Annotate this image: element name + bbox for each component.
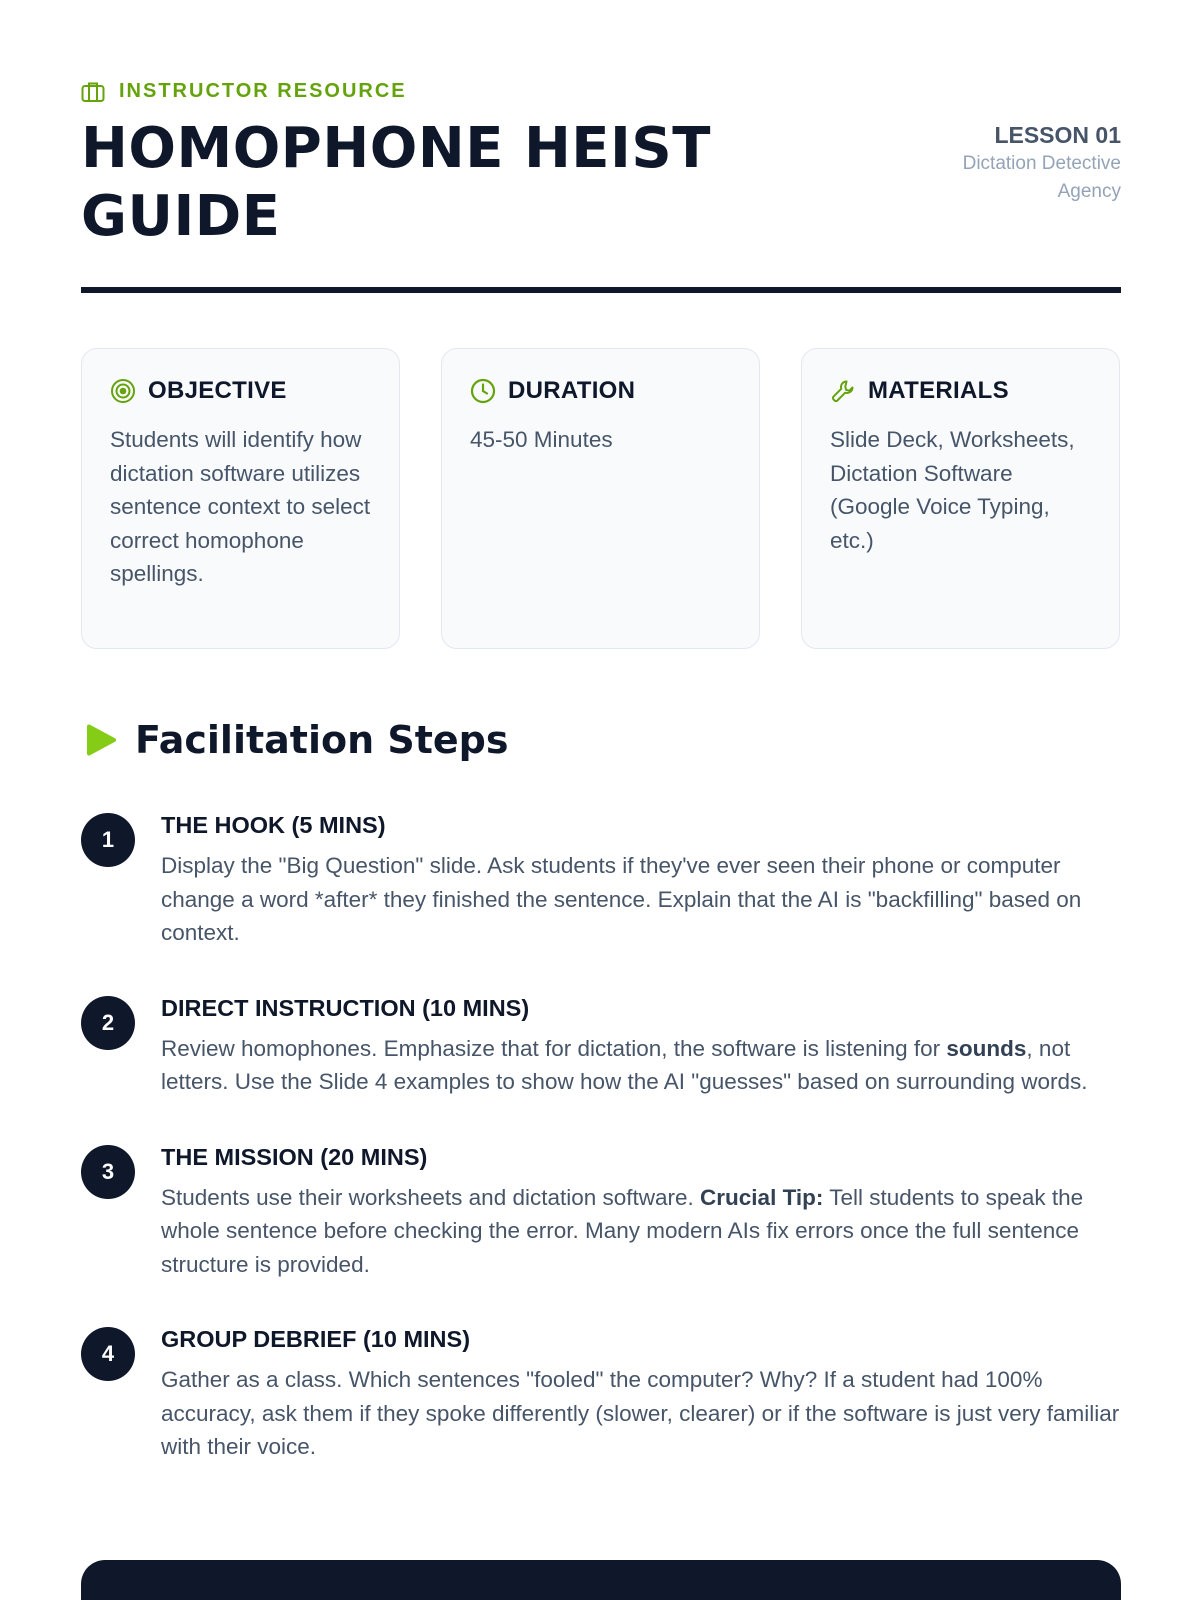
step-number-badge: 1 — [81, 813, 135, 867]
step-title: DIRECT INSTRUCTION (10 MINS) — [161, 994, 530, 1021]
card-body: 45-50 Minutes — [470, 427, 613, 452]
step-item — [81, 1142, 1121, 1282]
card-header — [110, 377, 373, 405]
card-header — [830, 377, 1093, 405]
lesson-meta — [901, 120, 1121, 206]
section-title: Facilitation Steps — [135, 718, 509, 762]
info-cards — [81, 348, 1121, 649]
card-body: Slide Deck, Worksheets, Dictation Software (Google Voice Typing, etc.) — [830, 427, 1075, 553]
agency-line-1: Dictation Detective — [962, 153, 1121, 174]
clock-icon — [470, 378, 496, 404]
section-heading — [83, 718, 509, 762]
step-text: Review homophones. Emphasize that for dictation, the software is listening for — [161, 1035, 947, 1061]
lesson-guide-page — [81, 0, 1121, 1600]
lesson-number: LESSON 01 — [994, 122, 1121, 148]
card-title: OBJECTIVE — [148, 377, 287, 404]
title-line-1: HOMOPHONE HEIST — [81, 116, 711, 181]
step-emphasis: sounds — [946, 1035, 1027, 1061]
header-divider — [81, 287, 1121, 293]
agency-name — [901, 150, 1121, 206]
step-item — [81, 810, 1121, 950]
title-line-2: GUIDE — [81, 184, 281, 249]
facilitation-steps — [81, 810, 1121, 1507]
step-emphasis: Crucial Tip: — [700, 1184, 824, 1210]
card-title: DURATION — [508, 377, 636, 404]
card-header — [470, 377, 733, 405]
card-body: Students will identify how dictation software utilizes sentence context to select correct homophone spellings. — [110, 427, 371, 586]
step-number-badge: 4 — [81, 1327, 135, 1381]
briefcase-icon — [81, 81, 105, 103]
step-description: Gather as a class. Which sentences "fooled" the computer? Why? If a student had 100% accuracy, ask them if they spoke differently (slower, clearer) or if the software is just very familiar with their voice. — [161, 1367, 1120, 1459]
card-title: MATERIALS — [868, 377, 1009, 404]
step-title: GROUP DEBRIEF (10 MINS) — [161, 1326, 471, 1352]
objective-card — [81, 348, 400, 649]
play-icon — [83, 722, 119, 758]
step-number-badge: 3 — [81, 1145, 135, 1199]
footer-banner — [81, 1560, 1121, 1600]
step-number-badge: 2 — [81, 996, 135, 1050]
duration-card — [441, 348, 760, 649]
step-title: THE HOOK (5 MINS) — [161, 812, 386, 838]
eyebrow-label: INSTRUCTOR RESOURCE — [119, 80, 407, 102]
target-icon — [110, 378, 136, 404]
page-title — [81, 115, 801, 251]
materials-card — [801, 348, 1120, 649]
step-description — [161, 1181, 1121, 1282]
agency-line-2: Agency — [1057, 181, 1121, 202]
step-item — [81, 993, 1121, 1099]
step-text: Students use their worksheets and dictation software. — [161, 1184, 701, 1210]
wrench-icon — [830, 378, 856, 404]
step-text: , not letters. Use the Slide 4 examples to show how the AI "guesses" based on surrounding words. — [161, 1035, 1088, 1094]
step-item — [81, 1324, 1121, 1464]
step-title: THE MISSION (20 MINS) — [161, 1143, 428, 1170]
eyebrow — [81, 80, 407, 103]
step-text: Tell students to speak the whole sentence before checking the error. Many modern AIs fix errors once the full sentence structure is provided. — [161, 1184, 1084, 1277]
step-description: Display the "Big Question" slide. Ask students if they've ever seen their phone or computer change a word *after* they finished the sentence. Explain that the AI is "backfilling" based on context. — [161, 853, 1082, 945]
step-description — [161, 1032, 1121, 1099]
